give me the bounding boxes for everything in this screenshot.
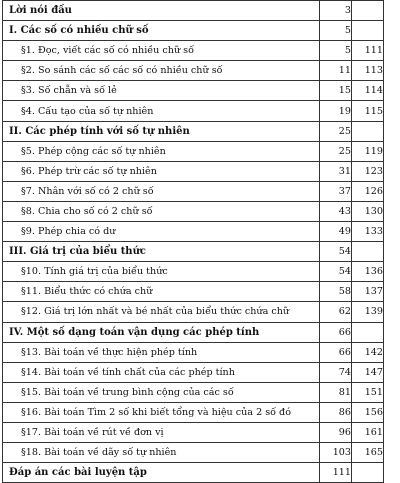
lesson-page-number: 66 — [320, 322, 352, 342]
lesson-title: §3. Số chẵn và số lẻ — [3, 81, 320, 101]
section-title: II. Các phép tính với số tự nhiên — [3, 121, 320, 141]
toc-entry-row — [3, 342, 384, 362]
toc-entry-row — [3, 201, 384, 221]
lesson-title: §9. Phép chia có dư — [3, 222, 320, 242]
answer-page-number: 133 — [352, 222, 384, 242]
lesson-title: §1. Đọc, viết các số có nhiều chữ số — [3, 41, 320, 61]
toc-entry-row — [3, 81, 384, 101]
lesson-page-number: 49 — [320, 222, 352, 242]
section-title: I. Các số có nhiều chữ số — [3, 21, 320, 41]
answer-page-number: 136 — [352, 262, 384, 282]
section-title: Đáp án các bài luyện tập — [3, 463, 320, 483]
answer-page-number: 161 — [352, 422, 384, 442]
answer-page-number — [352, 21, 384, 41]
toc-entry-row — [3, 302, 384, 322]
lesson-title: §15. Bài toán về trung bình cộng của các số — [3, 382, 320, 402]
lesson-page-number: 66 — [320, 342, 352, 362]
toc-section-row — [3, 121, 384, 141]
toc-section-row — [3, 463, 384, 483]
answer-page-number — [352, 322, 384, 342]
answer-page-number: 142 — [352, 342, 384, 362]
lesson-page-number: 96 — [320, 422, 352, 442]
lesson-page-number: 81 — [320, 382, 352, 402]
answer-page-number — [352, 121, 384, 141]
answer-page-number: 130 — [352, 201, 384, 221]
section-title: Lời nói đầu — [3, 1, 320, 21]
toc-section-row — [3, 322, 384, 342]
toc-entry-row — [3, 181, 384, 201]
lesson-page-number: 15 — [320, 81, 352, 101]
answer-page-number: 126 — [352, 181, 384, 201]
toc-entry-row — [3, 262, 384, 282]
lesson-title: §10. Tính giá trị của biểu thức — [3, 262, 320, 282]
lesson-page-number: 74 — [320, 362, 352, 382]
toc-entry-row — [3, 161, 384, 181]
lesson-page-number: 25 — [320, 121, 352, 141]
answer-page-number — [352, 242, 384, 262]
lesson-page-number: 5 — [320, 21, 352, 41]
lesson-title: §4. Cấu tạo của số tự nhiên — [3, 101, 320, 121]
toc-section-row — [3, 242, 384, 262]
lesson-title: §14. Bài toán về tính chất của các phép tính — [3, 362, 320, 382]
lesson-page-number: 62 — [320, 302, 352, 322]
toc-entry-row — [3, 422, 384, 442]
lesson-page-number: 5 — [320, 41, 352, 61]
toc-entry-row — [3, 282, 384, 302]
lesson-title: §12. Giá trị lớn nhất và bé nhất của biểu thức chứa chữ — [3, 302, 320, 322]
lesson-page-number: 111 — [320, 463, 352, 483]
answer-page-number: 113 — [352, 61, 384, 81]
lesson-page-number: 58 — [320, 282, 352, 302]
toc-section-row — [3, 21, 384, 41]
answer-page-number: 123 — [352, 161, 384, 181]
toc-entry-row — [3, 443, 384, 463]
answer-page-number: 151 — [352, 382, 384, 402]
answer-page-number — [352, 1, 384, 21]
lesson-page-number: 86 — [320, 402, 352, 422]
toc-entry-row — [3, 222, 384, 242]
answer-page-number: 156 — [352, 402, 384, 422]
lesson-title: §13. Bài toán về thực hiện phép tính — [3, 342, 320, 362]
lesson-title: §7. Nhân với số có 2 chữ số — [3, 181, 320, 201]
lesson-title: §11. Biểu thức có chứa chữ — [3, 282, 320, 302]
toc-section-row — [3, 1, 384, 21]
toc-entry-row — [3, 382, 384, 402]
answer-page-number: 137 — [352, 282, 384, 302]
lesson-page-number: 54 — [320, 242, 352, 262]
lesson-page-number: 11 — [320, 61, 352, 81]
answer-page-number: 147 — [352, 362, 384, 382]
toc-entry-row — [3, 402, 384, 422]
lesson-page-number: 3 — [320, 1, 352, 21]
toc-entry-row — [3, 141, 384, 161]
answer-page-number: 119 — [352, 141, 384, 161]
toc-entry-row — [3, 61, 384, 81]
lesson-title: §8. Chia cho số có 2 chữ số — [3, 201, 320, 221]
lesson-title: §16. Bài toán Tìm 2 số khi biết tổng và hiệu của 2 số đó — [3, 402, 320, 422]
toc-entry-row — [3, 101, 384, 121]
section-title: IV. Một số dạng toán vận dụng các phép tính — [3, 322, 320, 342]
lesson-title: §5. Phép cộng các số tự nhiên — [3, 141, 320, 161]
lesson-title: §18. Bài toán về dãy số tự nhiên — [3, 443, 320, 463]
lesson-page-number: 19 — [320, 101, 352, 121]
lesson-page-number: 103 — [320, 443, 352, 463]
lesson-page-number: 43 — [320, 201, 352, 221]
toc-body — [3, 1, 384, 483]
lesson-title: §17. Bài toán về rút về đơn vị — [3, 422, 320, 442]
answer-page-number: 111 — [352, 41, 384, 61]
toc-entry-row — [3, 41, 384, 61]
lesson-page-number: 31 — [320, 161, 352, 181]
answer-page-number: 165 — [352, 443, 384, 463]
lesson-page-number: 37 — [320, 181, 352, 201]
lesson-page-number: 25 — [320, 141, 352, 161]
lesson-title: §6. Phép trừ các số tự nhiên — [3, 161, 320, 181]
answer-page-number — [352, 463, 384, 483]
answer-page-number: 114 — [352, 81, 384, 101]
lesson-page-number: 54 — [320, 262, 352, 282]
answer-page-number: 139 — [352, 302, 384, 322]
section-title: III. Giá trị của biểu thức — [3, 242, 320, 262]
table-of-contents — [2, 0, 384, 483]
toc-entry-row — [3, 362, 384, 382]
lesson-title: §2. So sánh các số các số có nhiều chữ số — [3, 61, 320, 81]
answer-page-number: 115 — [352, 101, 384, 121]
